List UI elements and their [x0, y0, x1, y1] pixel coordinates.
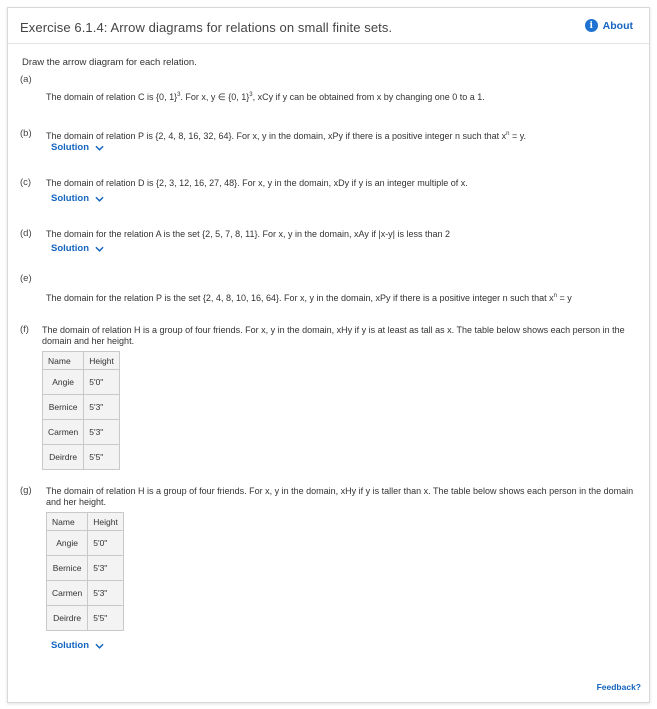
table-cell-height: 5'5" [84, 445, 120, 470]
exercise-title: Exercise 6.1.4: Arrow diagrams for relations on small finite sets. [20, 20, 393, 35]
solution-label: Solution [51, 243, 89, 254]
solution-toggle-b[interactable] [51, 142, 104, 153]
part-a-label: (a) [20, 74, 32, 85]
table-row [47, 531, 124, 556]
solution-toggle-g[interactable] [51, 640, 104, 651]
solution-label: Solution [51, 142, 89, 153]
table-header-row [47, 513, 124, 531]
table-row [47, 606, 124, 631]
height-table-g [46, 512, 124, 631]
table-cell-name: Angie [43, 370, 84, 395]
table-cell-height: 5'0" [84, 370, 120, 395]
exercise-card [7, 7, 650, 703]
part-d-text: The domain for the relation A is the set {2, 5, 7, 8, 11}. For x, y in the domain, xAy if |x-y| is less than 2 [46, 229, 451, 239]
table-cell-height: 5'3" [84, 395, 120, 420]
part-g-label: (g) [20, 485, 32, 496]
part-d-label: (d) [20, 228, 32, 239]
chevron-down-icon [95, 196, 104, 202]
chevron-down-icon [95, 145, 104, 151]
solution-toggle-c[interactable] [51, 193, 104, 204]
exercise-header [8, 8, 649, 44]
part-e-text: The domain for the relation P is the set {2, 4, 8, 10, 16, 64}. For x, y in the domain, xPy if there is a positive integer n such that $x^n = y$ [46, 293, 572, 303]
part-f-text: The domain of relation H is a group of four friends. For x, y in the domain, xHy if y is at least as tall as x. The table below shows each person in the domain and her height. [42, 325, 625, 346]
instructions: Draw the arrow diagram for each relation. [22, 57, 197, 68]
table-cell-name: Bernice [47, 556, 88, 581]
table-cell-name: Carmen [43, 420, 84, 445]
table-cell-name: Deirdre [43, 445, 84, 470]
table-cell-name: Deirdre [47, 606, 88, 631]
table-cell-height: 5'0" [88, 531, 124, 556]
chevron-down-icon [95, 246, 104, 252]
table-row [43, 395, 120, 420]
table-cell-height: 5'3" [84, 420, 120, 445]
table-header-name: Name [47, 513, 88, 531]
about-label: About [602, 19, 633, 32]
part-c-label: (c) [20, 177, 32, 188]
part-f-label: (f) [20, 324, 29, 335]
table-header-name: Name [43, 352, 84, 370]
table-cell-height: 5'5" [88, 606, 124, 631]
about-button[interactable] [585, 19, 633, 32]
solution-label: Solution [51, 193, 89, 204]
table-row [47, 556, 124, 581]
table-row [43, 420, 120, 445]
table-header-row [43, 352, 120, 370]
part-g-text: The domain of relation H is a group of four friends. For x, y in the domain, xHy if y is taller than x. The table below shows each person in the domain and her height. [46, 486, 634, 507]
table-row [47, 581, 124, 606]
table-cell-name: Carmen [47, 581, 88, 606]
feedback-link[interactable]: Feedback? [596, 682, 641, 692]
table-header-height: Height [84, 352, 120, 370]
part-a-text: The domain of relation C is {0, 1}$^3$. For x, y ∈ {0, 1}$^3$, xCy if y can be obtained from x by changing one 0 to a 1. [46, 92, 485, 102]
part-c-text: The domain of relation D is {2, 3, 12, 16, 27, 48}. For x, y in the domain, xDy if y is an integer multiple of x. [46, 178, 468, 188]
solution-label: Solution [51, 640, 89, 651]
table-row [43, 445, 120, 470]
chevron-down-icon [95, 643, 104, 649]
height-table-f [42, 351, 120, 470]
table-cell-height: 5'3" [88, 556, 124, 581]
part-b-text: The domain of relation P is {2, 4, 8, 16, 32, 64}. For x, y in the domain, xPy if there is a positive integer n such that $x^n = y$. [46, 131, 527, 141]
table-header-height: Height [88, 513, 124, 531]
table-cell-name: Angie [47, 531, 88, 556]
table-row [43, 370, 120, 395]
table-cell-height: 5'3" [88, 581, 124, 606]
info-icon: i [585, 19, 598, 32]
solution-toggle-d[interactable] [51, 243, 104, 254]
table-cell-name: Bernice [43, 395, 84, 420]
part-b-label: (b) [20, 128, 32, 139]
part-e-label: (e) [20, 273, 32, 284]
